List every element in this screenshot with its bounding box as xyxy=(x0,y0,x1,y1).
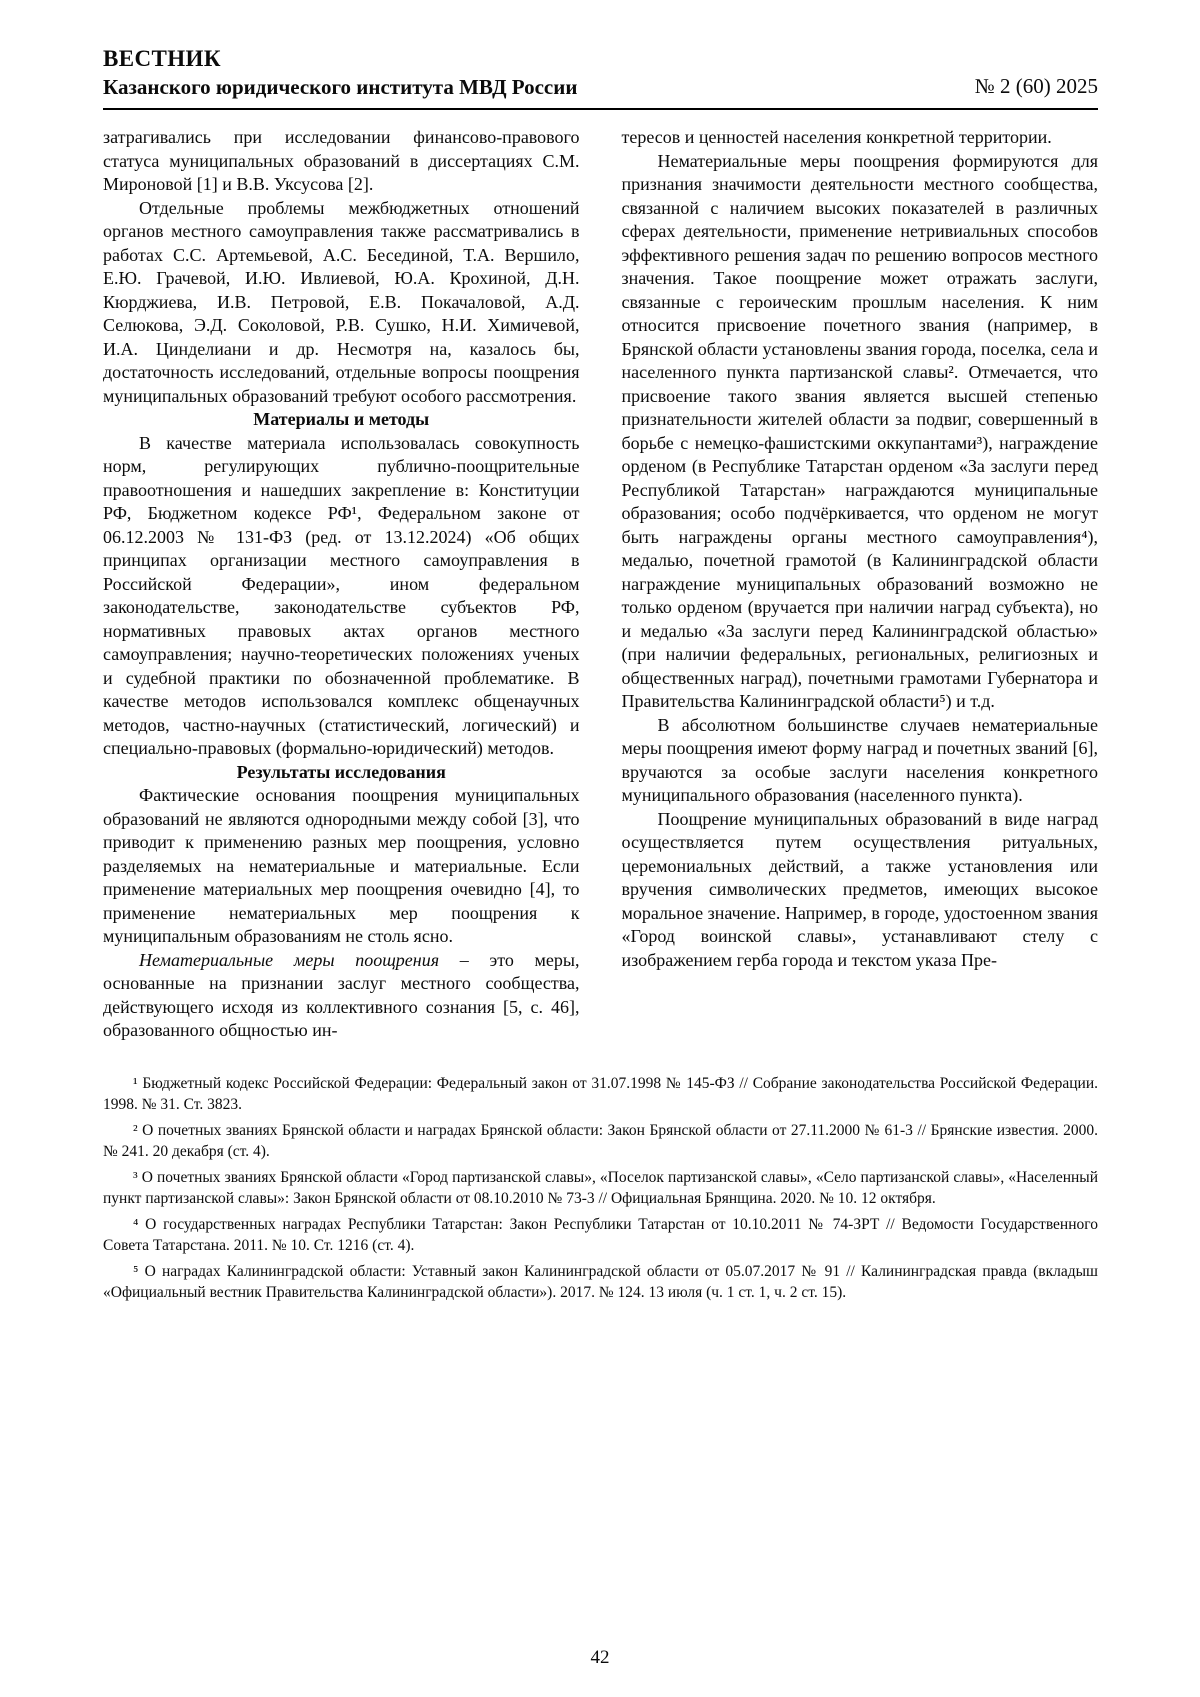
issue-number: № 2 (60) 2025 xyxy=(974,74,1098,98)
footnote: ² О почетных званиях Брянской области и наградах Брянской области: Закон Брянской области от 27.11.2000 № 61-3 // Брянские известия. 2000. № 241. 20 декабря (ст. 4). xyxy=(103,1121,1098,1160)
page-number: 42 xyxy=(590,1647,610,1668)
journal-header xyxy=(103,46,1098,100)
paragraph: В абсолютном большинстве случаев нематериальные меры поощрения имеют форму наград и почетных званий [6], вручаются за особые заслуги населения конкретного муниципального образования (населенного пункта). xyxy=(621,714,1098,805)
footnotes-section xyxy=(103,1073,1098,1303)
journal-header-left xyxy=(103,46,577,100)
footnote: ⁵ О наградах Калининградской области: Уставный закон Калининградской области от 05.07.2017 № 91 // Калининградская правда (вкладыш «Официальный вестник Правительства Калининградской области»). 2017. № 124. 13 июля (ч. 1 ст. 1, ч. 2 ст. 15). xyxy=(103,1262,1098,1301)
section-heading: Результаты исследования xyxy=(236,761,446,782)
paragraph: тересов и ценностей населения конкретной территории. xyxy=(621,127,1052,147)
paragraph: В качестве материала использовалась совокупность норм, регулирующих публично-поощрительные правоотношения и нашедших закрепление в: Конституции РФ, Бюджетном кодексе РФ¹, Федеральном законе от 06.12.2003 № 131-ФЗ (ред. от 13.12.2024) «Об общих принципах организации местного самоуправления в Российской Федерации», ином федеральном законодательстве, законодательстве субъектов РФ, нормативных правовых актах органов местного самоуправления; научно-теоретических положениях ученых и судебной практики по обозначенной проблематике. В качестве методов использовался комплекс общенаучных методов, частно-научных (статистический, логический) и специально-правовых (формально-юридический) методов. xyxy=(103,432,580,758)
right-column xyxy=(622,126,1099,1043)
footnote: ¹ Бюджетный кодекс Российской Федерации: Федеральный закон от 31.07.1998 № 145-ФЗ // Собрание законодательства Российской Федерации. 1998. № 31. Ст. 3823. xyxy=(103,1074,1098,1113)
journal-subtitle: Казанского юридического института МВД России xyxy=(103,75,578,99)
footnote: ³ О почетных званиях Брянской области «Город партизанской славы», «Поселок партизанской славы», «Село партизанской славы», «Населенный пункт партизанской славы»: Закон Брянской области от 08.10.2010 № 73-3 // Официальная Брянщина. 2020. № 10. 12 октября. xyxy=(103,1168,1098,1207)
italic-term: Нематериальные меры поощрения xyxy=(139,949,440,970)
article-body xyxy=(103,126,1098,1043)
paragraph: Нематериальные меры поощрения – это меры, основанные на признании заслуг местного сообщества, действующего исходя из коллективного сознания [5, с. 46], образованного общностью ин- xyxy=(103,949,580,1040)
left-column xyxy=(103,126,580,1043)
section-heading: Материалы и методы xyxy=(253,409,430,429)
paragraph: Нематериальные меры поощрения формируются для признания значимости деятельности местного сообщества, связанной с наличием высоких показателей в различных сферах деятельности, применение нетривиальных способов эффективного решения задач по решению вопросов местного значения. Такое поощрение может отражать заслуги, связанные с героическим прошлым населения. К ним относится присвоение почетного звания (например, в Брянской области установлены звания города, поселка, села и населенного пункта партизанской славы². Отмечается, что присвоение такого звания является высшей степенью признательности жителей области за подвиг, совершенный в борьбе с немецко-фашистскими оккупантами³), награждение орденом (в Республике Татарстан орденом «За заслуги перед Республикой Татарстан» награждаются муниципальные образования; особо подчёркивается, что орденом не могут быть награждены органы местного самоуправления⁴), медалью, почетной грамотой (в Калининградской области награждение муниципальных образований возможно не только орденом (вручается при наличии наград субъекта), но и медалью «За заслуги перед Калининградской областью» (при наличии федеральных, региональных, религиозных и общественных наград), почетными грамотами Губернатора и Правительства Калининградской области⁵) и т.д. xyxy=(621,150,1098,711)
journal-title: ВЕСТНИК xyxy=(103,46,221,71)
paragraph: затрагивались при исследовании финансово-правового статуса муниципальных образований в диссертациях С.М. Мироновой [1] и В.В. Уксусова [2]. xyxy=(103,127,580,194)
header-rule xyxy=(103,108,1098,110)
footnote: ⁴ О государственных наградах Республики Татарстан: Закон Республики Татарстан от 10.10.2011 № 74-ЗРТ // Ведомости Государственного Совета Татарстана. 2011. № 10. Ст. 1216 (ст. 4). xyxy=(103,1215,1098,1254)
paragraph: Фактические основания поощрения муниципальных образований не являются однородными между собой [3], что приводит к применению разных мер поощрения, условно разделяемых на нематериальные и материальные. Если применение материальных мер поощрения очевидно [4], то применение нематериальных мер поощрения к муниципальным образованиям не столь ясно. xyxy=(103,785,580,946)
paragraph: Отдельные проблемы межбюджетных отношений органов местного самоуправления также рассматривались в работах С.С. Артемьевой, А.С. Бесединой, Т.А. Вершило, Е.Ю. Грачевой, И.Ю. Ивлиевой, Ю.А. Крохиной, Д.Н. Кюрджиева, И.В. Петровой, Е.В. Покачаловой, А.Д. Селюкова, Э.Д. Соколовой, Р.В. Сушко, Н.И. Химичевой, И.А. Цинделиани и др. Несмотря на, казалось бы, достаточность исследований, отдельные вопросы поощрения муниципальных образований требуют особого рассмотрения. xyxy=(103,197,580,406)
paragraph: Поощрение муниципальных образований в виде наград осуществляется путем осуществления ритуальных, церемониальных действий, а также установления или вручения символических предметов, имеющих высокое моральное значение. Например, в городе, удостоенном звания «Город воинской славы», устанавливают стелу с изображением герба города и текстом указа Пре- xyxy=(621,808,1098,970)
